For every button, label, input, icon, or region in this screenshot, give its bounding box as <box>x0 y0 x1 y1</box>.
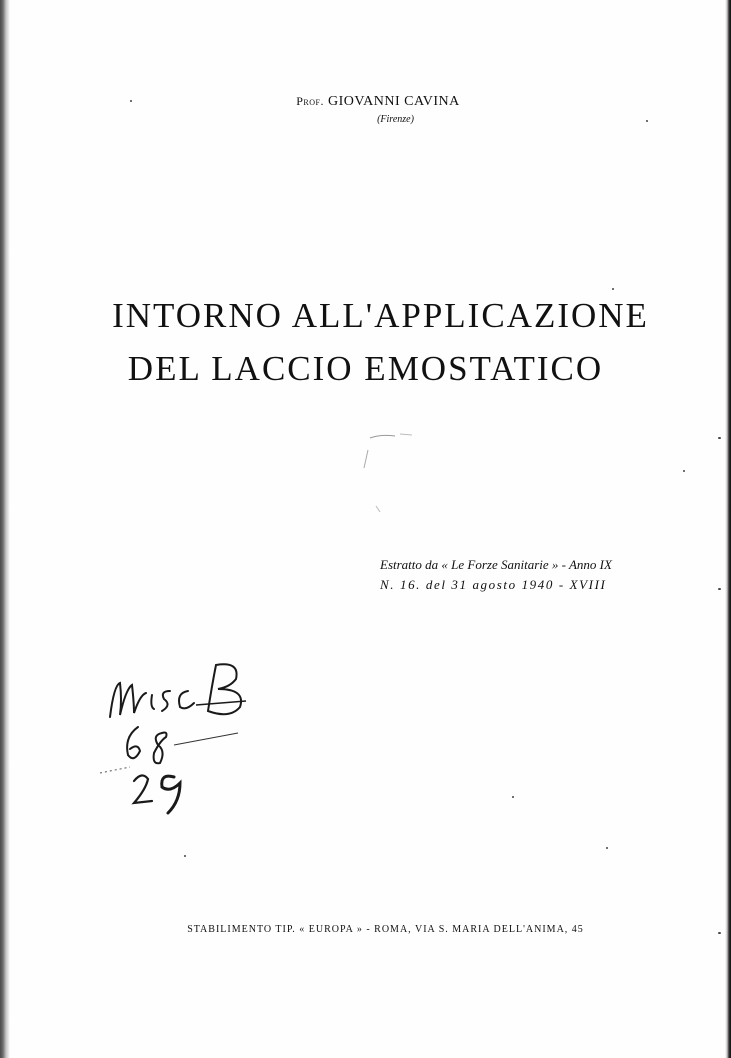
scan-speck <box>646 120 648 122</box>
extract-line-1: Estratto da « Le Forze Sanitarie » - Anno IX <box>380 557 612 572</box>
scan-speck <box>718 437 721 439</box>
scan-left-edge <box>0 0 10 1058</box>
extract-line-2: N. 16. del 31 agosto 1940 - XVIII <box>380 577 607 592</box>
scan-speck <box>718 588 721 590</box>
author-line <box>0 94 731 110</box>
title-line-2: DEL LACCIO EMOSTATICO <box>127 349 604 388</box>
scan-speck <box>130 100 132 102</box>
title-line-1: INTORNO ALL'APPLICAZIONE <box>112 296 649 335</box>
author-name: GIOVANNI CAVINA <box>327 94 460 109</box>
scan-speck <box>683 470 685 472</box>
author-city: (Firenze) <box>377 114 414 125</box>
scan-right-edge <box>725 0 731 1058</box>
scan-speck <box>612 288 614 290</box>
scan-speck <box>718 932 721 934</box>
scan-speck <box>512 796 514 798</box>
printer-footer: STABILIMENTO TIP. « EUROPA » - ROMA, VIA S. MARIA DELL'ANIMA, 45 <box>187 924 584 935</box>
scan-speck <box>606 847 608 849</box>
scan-marks <box>340 428 440 518</box>
handwritten-shelfmark <box>90 655 290 830</box>
author-prefix: Prof. <box>296 94 324 108</box>
scan-speck <box>184 855 186 857</box>
